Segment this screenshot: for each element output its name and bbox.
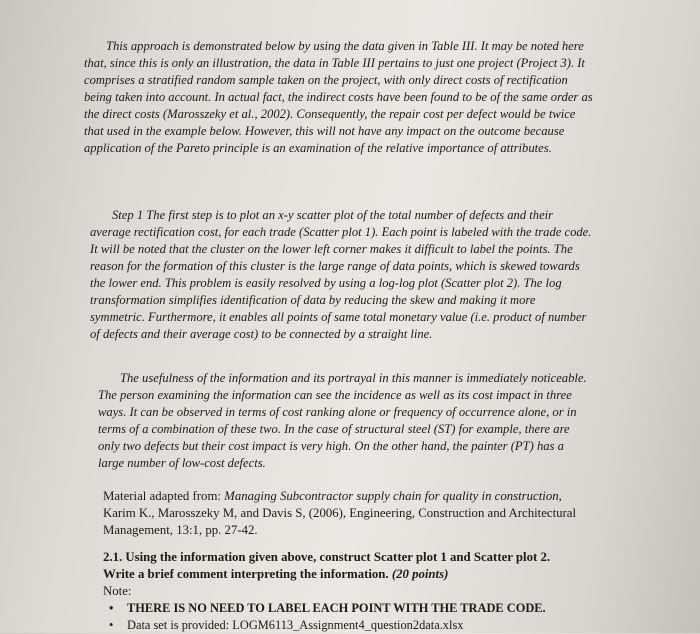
paragraph-step-1: Step 1 The first step is to plot an x-y scatter plot of the total number of defects and their average rectification cost, for each trade (Scatter plot 1). Each point is labeled with the trade code. It will be noted that the cluster on the lower left corner makes it difficult to label the points. The reason for the formation of this cluster is the large range of data points, which is skewed towards the lower end. This problem is easily resolved by using a log-log plot (Scatter plot 2). The log transformation simplifies identification of data by reducing the skew and making it more symmetric. Furthermore, it enables all points of same total monetary value (i.e. product of number of defects and their average cost) to be connected by a straight line. xyxy=(90,208,592,341)
bullet-item: • THERE IS NO NEED TO LABEL EACH POINT WITH THE TRADE CODE. xyxy=(103,600,583,617)
note-bullets xyxy=(103,600,583,634)
question-points: (20 points) xyxy=(388,567,449,581)
source-citation: Material adapted from: Managing Subcontractor supply chain for quality in construction, Karim K., Marosszeky M, and Davis S, (2006), Engineering, Construction and Architectural Management, 13:1, pp. 27-42. xyxy=(103,489,577,537)
note-label: Note: xyxy=(103,584,132,598)
question-2-1: 2.1. Using the information given above, construct Scatter plot 1 and Scatter plot 2. Write a brief comment interpreting the information. (20 points) xyxy=(103,550,551,581)
bullet-item: • Data set is provided: LOGM6113_Assignment4_question2data.xlsx xyxy=(103,617,583,634)
paragraph-approach: This approach is demonstrated below by using the data given in Table III. It may be noted here that, since this is only an illustration, the data in Table III pertains to just one project (Project 3). It comprises a stratified random sample taken on the project, with only direct costs of rectification being taken into account. In actual fact, the indirect costs have been found to be of the same order as the direct costs (Marosszeky et al., 2002). Consequently, the repair cost per defect would be twice that used in the example below. However, this will not have any impact on the outcome because application of the Pareto principle is an examination of the relative importance of attributes. xyxy=(84,39,593,155)
source-title: Managing Subcontractor supply chain for quality in construction, xyxy=(224,489,562,503)
paragraph-usefulness: The usefulness of the information and its portrayal in this manner is immediately noticeable. The person examining the information can see the incidence as well as its cost impact in three ways. It can be observed in terms of cost ranking alone or frequency of occurrence alone, or in terms of a combination of these two. In the case of structural steel (ST) for example, there are only two defects but their cost impact is very high. On the other hand, the painter (PT) has a large number of low-cost defects. xyxy=(98,371,587,470)
